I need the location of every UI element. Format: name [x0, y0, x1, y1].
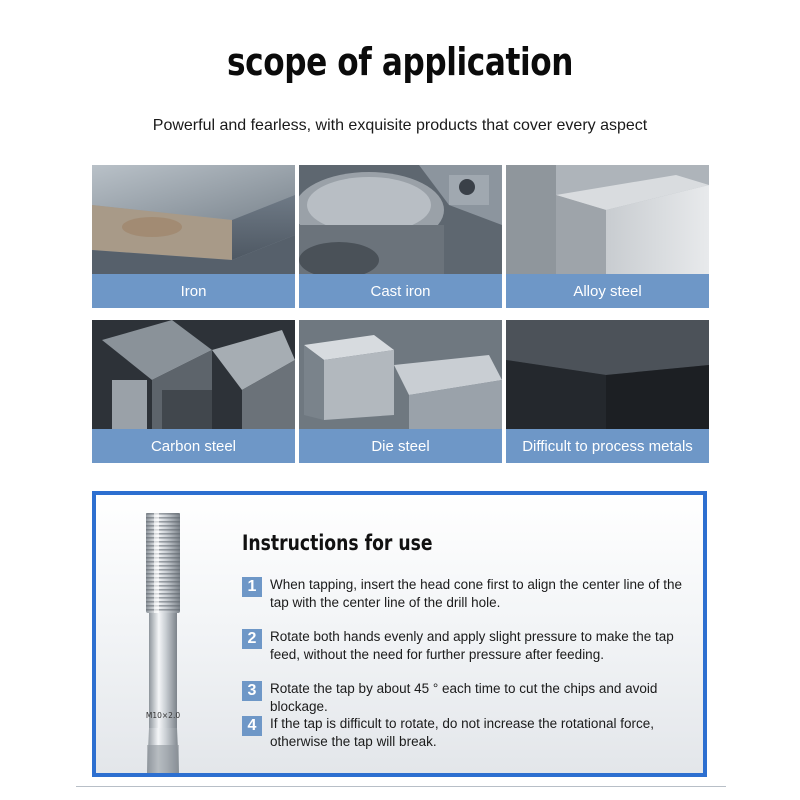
die-steel-block-image [299, 320, 502, 430]
cast-iron-part-image [299, 165, 502, 275]
material-label: Cast iron [299, 274, 502, 308]
step-number-badge: 4 [242, 716, 262, 736]
step-number-badge: 2 [242, 629, 262, 649]
page-subtitle: Powerful and fearless, with exquisite products that cover every aspect [152, 117, 648, 134]
step-number-badge: 1 [242, 577, 262, 597]
step-text: Rotate the tap by about 45 ° each time to cut the chips and avoid blockage. [270, 681, 658, 714]
step-text: Rotate both hands evenly and apply slight pressure to make the tap feed, without the need for further pressure after feeding. [270, 629, 674, 662]
material-tile-die-steel [299, 320, 502, 463]
step-text: When tapping, insert the head cone first to align the center line of the tap with the center line of the drill hole. [270, 577, 683, 610]
alloy-steel-bar-image [506, 165, 709, 275]
instructions-title: Instructions for use [242, 531, 433, 555]
instructions-panel [92, 491, 707, 777]
step-text: If the tap is difficult to rotate, do not increase the rotational force, otherwise the tap will break. [270, 716, 654, 749]
iron-plate-image [92, 165, 295, 275]
material-tile-iron [92, 165, 295, 308]
material-tile-difficult-metals [506, 320, 709, 463]
material-tile-alloy-steel [506, 165, 709, 308]
difficult-metals-block-image [506, 320, 709, 430]
material-tile-carbon-steel [92, 320, 295, 463]
page-title: scope of application [227, 40, 573, 84]
tap-marking: M10×2.0 [145, 711, 181, 720]
bottom-divider [76, 786, 726, 787]
material-label: Carbon steel [92, 429, 295, 463]
material-label: Alloy steel [506, 274, 709, 308]
material-label: Die steel [299, 429, 502, 463]
step-number-badge: 3 [242, 681, 262, 701]
material-label: Difficult to process metals [506, 429, 709, 463]
tap-tool-image [136, 505, 192, 775]
carbon-steel-tubes-image [92, 320, 295, 430]
material-label: Iron [92, 274, 295, 308]
material-tile-cast-iron [299, 165, 502, 308]
